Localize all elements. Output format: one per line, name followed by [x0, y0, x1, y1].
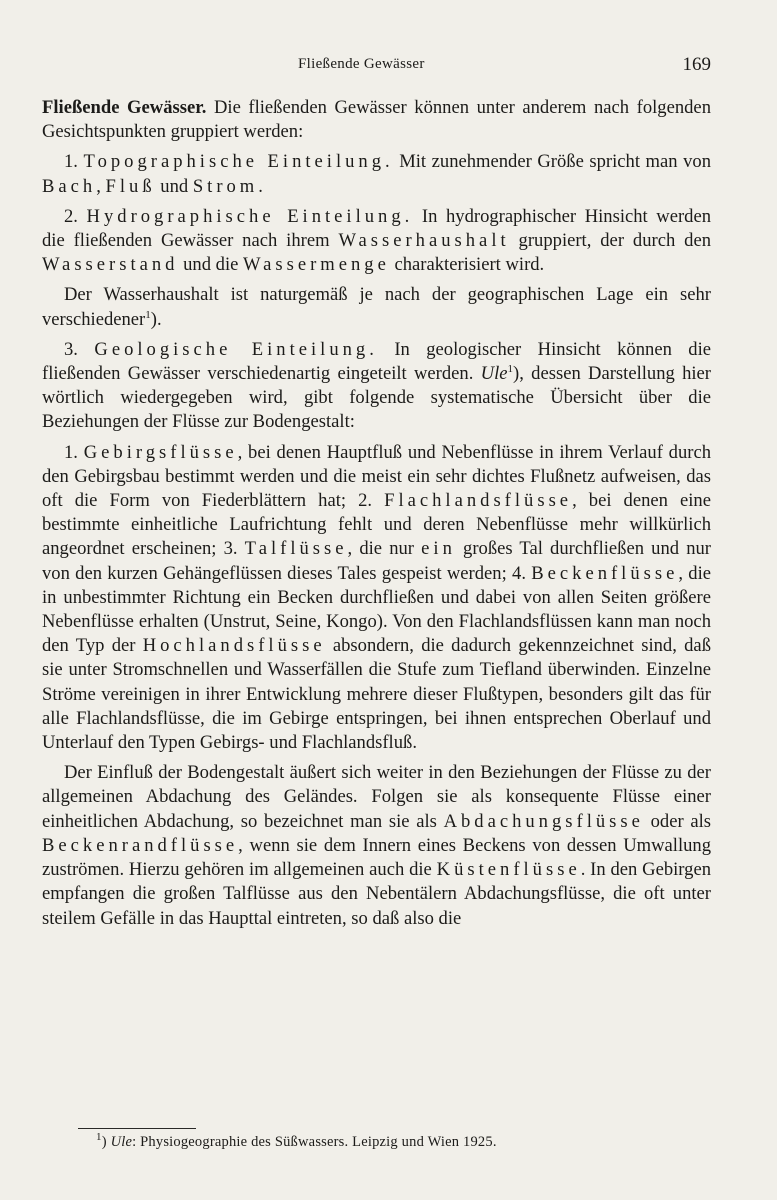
- spaced-term: Beckenflüsse: [531, 562, 679, 584]
- running-title: Fließende Gewässer: [298, 56, 425, 72]
- spaced-term: Hochlandsflüsse: [142, 635, 326, 657]
- paragraph-topographic: 1. Topographische Einteilung. Mit zunehmender Größe spricht man von Bach, Fluß und Strom.: [42, 151, 712, 197]
- spaced-term: Abdachungsflüsse: [443, 810, 644, 832]
- paragraph-geologic: 3. Geologische Einteilung. In geologischer Hinsicht können die fließenden Gewässer verschiedenartig eingeteilt werden. Ule$^1$), dessen Darstellung hier wörtlich wiedergegeben wird, gibt folgende systematische Übersicht über die Beziehungen der Flüsse zur Bodengestalt:: [42, 338, 712, 433]
- footnote-ref: 1: [507, 362, 514, 375]
- footnote-ref: 1: [145, 308, 151, 321]
- spaced-term: Küstenflüsse: [436, 859, 581, 881]
- footnote-mark: 1: [96, 1131, 102, 1144]
- spaced-term: Topographische Einteilung.: [83, 151, 394, 173]
- spaced-term: ein: [421, 538, 456, 560]
- paragraph-water-budget: Der Wasserhaushalt ist naturgemäß je nach der geographischen Lage ein sehr verschiedener$^1$).: [42, 284, 711, 330]
- spaced-term: Wasserhaushalt: [338, 230, 510, 252]
- footnote-author: Ule: [110, 1134, 133, 1150]
- footnote-divider: [78, 1128, 196, 1129]
- spaced-term: Wasserstand: [42, 254, 179, 276]
- spaced-term: Flachlandsflüsse: [384, 490, 573, 512]
- page-number: 169: [682, 54, 711, 75]
- spaced-term: Wassermenge: [243, 254, 390, 276]
- spaced-term: Bach: [42, 175, 97, 197]
- spaced-term: Talflüsse: [244, 538, 348, 560]
- paragraph-river-types: 1. Gebirgsflüsse, bei denen Hauptfluß und Nebenflüsse in ihrem Verlauf durch den Gebirgsbau bestimmt werden und die meist ein sehr dichtes Flußnetz aufweisen, das oft die Form von Fiederblättern hat; 2. Flachlandsflüsse, bei denen eine bestimmte einheitliche Laufrichtung fehlt und deren Nebenflüsse mehr willkürlich angeordnet erscheinen; 3. Talflüsse, die nur ein großes Tal durchfließen und nur von den kurzen Gehängeflüssen dieses Tales gespeist werden; 4. Beckenflüsse, die in unbestimmter Richtung ein Becken durchfließen und dabei von allen Seiten größere Nebenflüsse erhalten (Unstrut, Seine, Kongo). Von den Flachlandsflüssen kann man noch den Typ der Hochlandsflüsse absondern, die dadurch gekennzeichnet sind, daß sie unter Stromschnellen und Wasserfällen die Stufe zum Tiefland überwinden. Einzelne Ströme vereinigen in ihrer Entwicklung mehrere dieser Flußtypen, besonders gilt das für alle Flachlandsflüsse, die im Gebirge entspringen, bei ihnen entsprechen Oberlauf und Unterlauf den Typen Gebirgs- und Flachlandsfluß.: [42, 441, 712, 754]
- page-header: [42, 52, 711, 88]
- body-text: [42, 96, 711, 931]
- spaced-term: Fluß: [105, 175, 156, 197]
- paragraph-intro: Fließende Gewässer. Die fließenden Gewässer können unter anderem nach folgenden Gesichtspunkten gruppiert werden:: [42, 97, 711, 143]
- paragraph-slope: Der Einfluß der Bodengestalt äußert sich weiter in den Beziehungen der Flüsse zu der allgemeinen Abdachung des Geländes. Folgen sie als konsequente Flüsse einer einheitlichen Abdachung, so bezeichnet man sie als Abdachungsflüsse oder als Beckenrandflüsse, wenn sie dem Innern eines Beckens von dessen Umwallung zuströmen. Hierzu gehören im allgemeinen auch die Küstenflüsse. In den Gebirgen empfangen die großen Talflüsse aus den Nebentälern Abdachungsflüsse, die oft unter steilem Gefälle in das Haupttal eintreten, so daß also die: [42, 762, 711, 929]
- section-heading: Fließende Gewässer.: [42, 97, 207, 118]
- spaced-term: Strom: [192, 175, 259, 197]
- author-name: Ule: [480, 363, 508, 385]
- spaced-term: Beckenrandflüsse: [42, 834, 239, 856]
- spaced-term: Gebirgsflüsse: [83, 441, 238, 463]
- footnote: $^1$) Ule: Physiogeographie des Süßwassers. Leipzig und Wien 1925.: [96, 1131, 497, 1150]
- paragraph-hydrographic: 2. Hydrographische Einteilung. In hydrographischer Hinsicht werden die fließenden Gewässer nach ihrem Wasserhaushalt gruppiert, der durch den Wasserstand und die Wassermenge charakterisiert wird.: [42, 205, 712, 276]
- spaced-term: Hydrographische Einteilung.: [86, 205, 414, 227]
- spaced-term: Geologische Einteilung.: [94, 338, 378, 360]
- footnote-text: : Physiogeographie des Süßwassers. Leipzig und Wien 1925.: [132, 1134, 497, 1150]
